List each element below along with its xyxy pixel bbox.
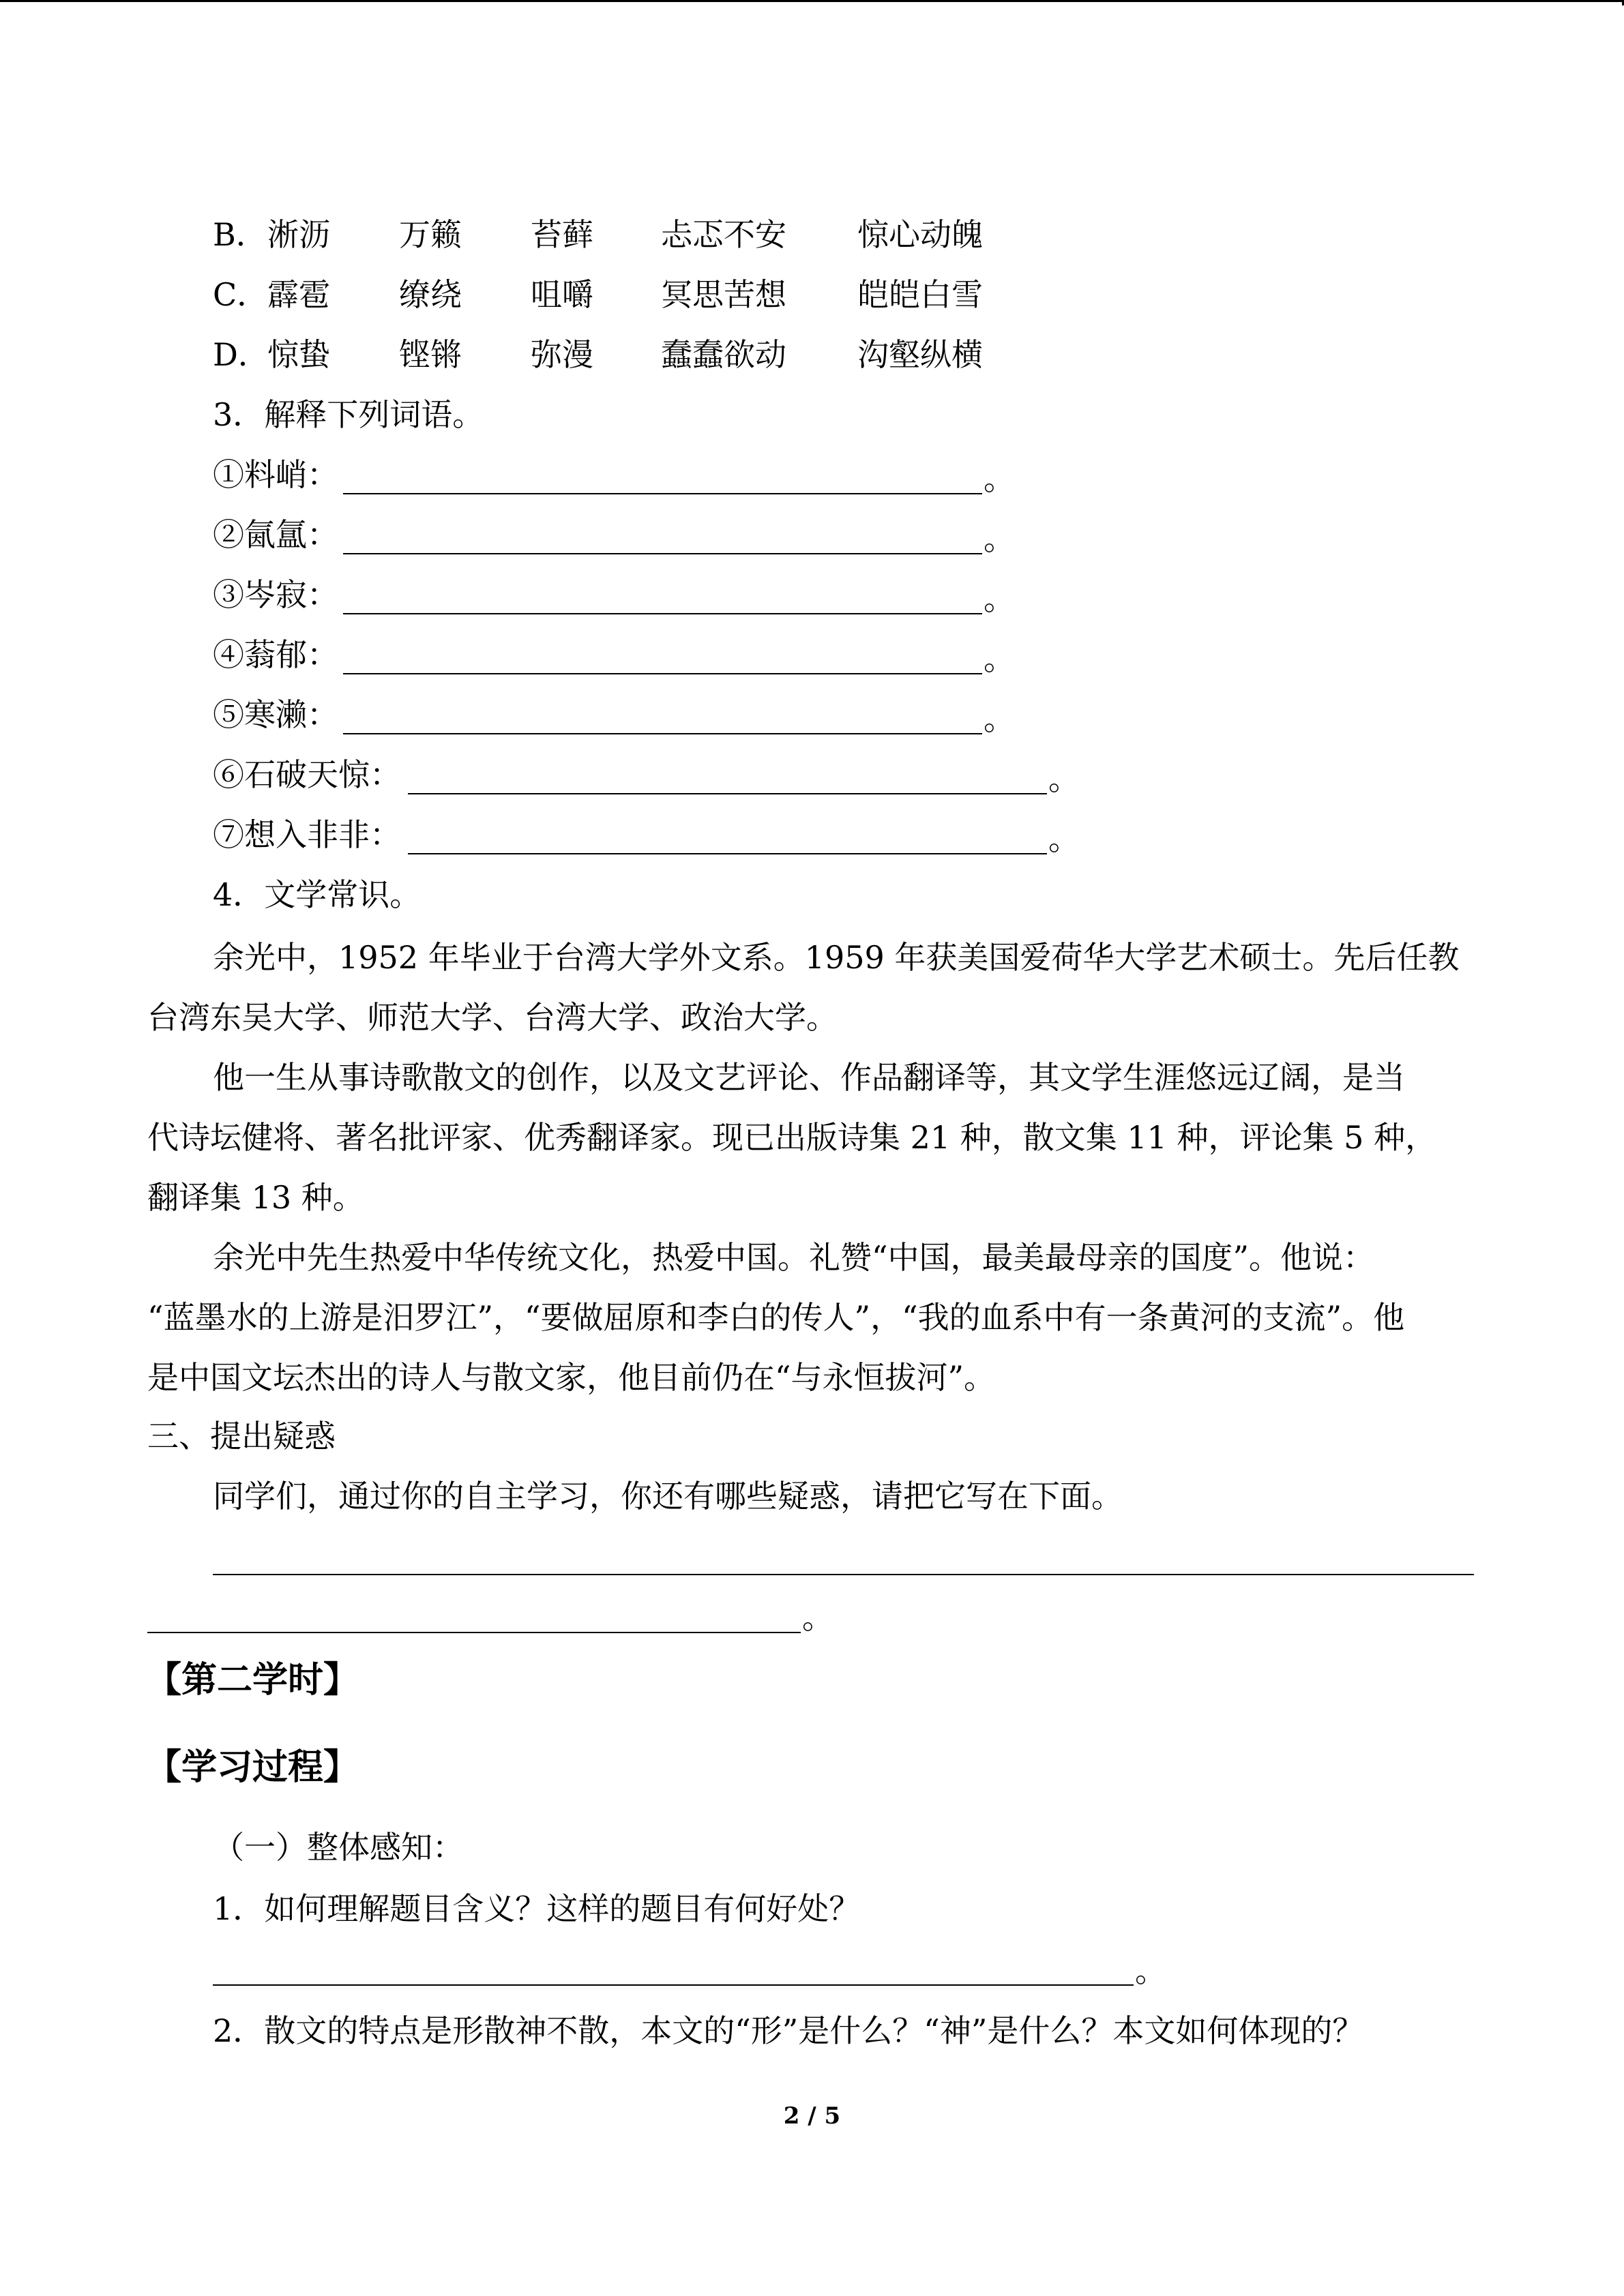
answer-blank[interactable] (408, 853, 1047, 854)
question-3-title: 3．解释下列词语。 (213, 396, 484, 433)
option-word: 忐忑不安 (661, 216, 786, 253)
period: 。 (802, 1599, 833, 1636)
answer-blank[interactable] (408, 793, 1047, 794)
section-3-title: 三、提出疑惑 (147, 1418, 336, 1455)
option-letter: B． (213, 216, 267, 253)
section-heading: 【第二学时】 (146, 1659, 359, 1701)
vocab-item: ④蓊郁： (213, 636, 338, 673)
period: 。 (984, 580, 1015, 617)
answer-blank[interactable] (343, 553, 982, 554)
page-border (0, 0, 1624, 5)
vocab-item: ⑥石破天惊： (213, 756, 401, 793)
answer-blank[interactable] (343, 613, 982, 614)
period: 。 (984, 700, 1015, 737)
option-word: 咀嚼 (531, 276, 593, 313)
vocab-item: ⑤寒濑： (213, 696, 338, 733)
option-word: 铿锵 (399, 336, 462, 373)
option-word: 惊蛰 (267, 336, 330, 373)
option-c (213, 274, 1031, 315)
section-3-text: 同学们，通过你的自主学习，你还有哪些疑惑，请把它写在下面。 (213, 1478, 1123, 1515)
option-b (213, 214, 1031, 255)
paragraph-line: “蓝墨水的上游是汨罗江”，“要做屈原和李白的传人”，“我的血系中有一条黄河的支流”。他 (147, 1299, 1405, 1336)
answer-blank[interactable] (343, 493, 982, 494)
period: 。 (984, 460, 1015, 497)
paragraph-line: 代诗坛健将、著名批评家、优秀翻译家。现已出版诗集 21 种，散文集 11 种，评论集 5 种， (147, 1119, 1437, 1156)
page-number: 2 / 5 (783, 2102, 841, 2130)
option-word: 缭绕 (399, 276, 462, 313)
period: 。 (984, 640, 1015, 677)
answer-blank[interactable] (213, 1984, 1134, 1986)
option-word: 冥思苦想 (661, 276, 786, 313)
paragraph-line: 台湾东吴大学、师范大学、台湾大学、政治大学。 (147, 999, 838, 1036)
vocab-item: ②氤氲： (213, 516, 338, 553)
answer-blank[interactable] (213, 1574, 1474, 1575)
question-1: 1．如何理解题目含义？这样的题目有何好处？ (213, 1890, 861, 1927)
period: 。 (1048, 760, 1080, 797)
option-word: 皑皑白雪 (857, 276, 983, 313)
period: 。 (1048, 820, 1080, 857)
question-2: 2．散文的特点是形散神不散，本文的“形”是什么？“神”是什么？本文如何体现的？ (213, 2012, 1364, 2049)
option-word: 弥漫 (531, 336, 593, 373)
option-letter: C． (213, 276, 269, 313)
period: 。 (984, 520, 1015, 557)
option-letter: D． (213, 336, 269, 373)
paragraph-line: 他一生从事诗歌散文的创作，以及文艺评论、作品翻译等，其文学生涯悠远辽阔，是当 (213, 1059, 1405, 1096)
section-heading: 【学习过程】 (146, 1746, 359, 1788)
answer-blank[interactable] (343, 673, 982, 674)
answer-blank[interactable] (147, 1632, 801, 1633)
option-word: 霹雹 (267, 276, 330, 313)
option-word: 万籁 (399, 216, 462, 253)
paragraph-line: 是中国文坛杰出的诗人与散文家，他目前仍在“与永恒拔河”。 (147, 1359, 996, 1396)
paragraph-line: 余光中先生热爱中华传统文化，热爱中国。礼赞“中国，最美最母亲的国度”。他说： (213, 1239, 1375, 1276)
answer-blank[interactable] (343, 733, 982, 734)
option-word: 沟壑纵横 (857, 336, 983, 373)
option-word: 淅沥 (267, 216, 330, 253)
vocab-item: ①料峭： (213, 456, 338, 493)
vocab-item: ⑦想入非非： (213, 816, 401, 853)
vocab-item: ③岑寂： (213, 576, 338, 613)
paragraph-line: 翻译集 13 种。 (147, 1179, 364, 1216)
part-1-title: （一）整体感知： (213, 1829, 464, 1866)
period: 。 (1135, 1952, 1166, 1989)
option-word: 蠢蠢欲动 (661, 336, 786, 373)
option-d (213, 334, 1031, 375)
question-4-title: 4．文学常识。 (213, 876, 422, 913)
option-word: 苔藓 (531, 216, 593, 253)
option-word: 惊心动魄 (857, 216, 983, 253)
paragraph-line: 余光中，1952 年毕业于台湾大学外文系。1959 年获美国爱荷华大学艺术硕士。先后任教 (213, 939, 1460, 976)
